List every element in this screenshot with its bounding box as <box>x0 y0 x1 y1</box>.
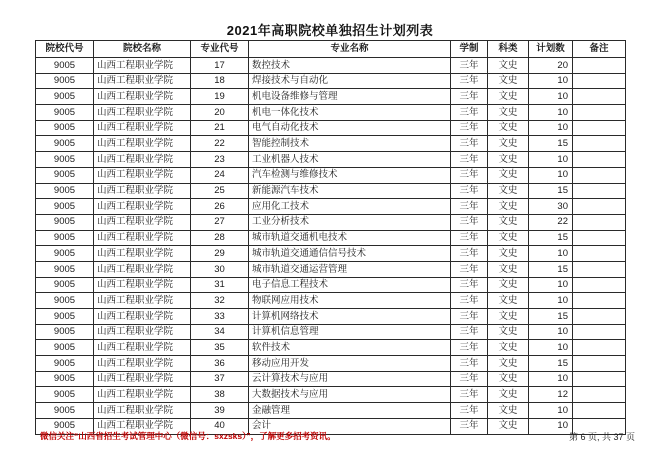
table-cell <box>573 356 626 372</box>
table-cell: 10 <box>529 340 573 356</box>
table-cell: 三年 <box>451 167 488 183</box>
table-cell: 12 <box>529 387 573 403</box>
table-cell: 9005 <box>36 356 94 372</box>
table-cell: 36 <box>191 356 249 372</box>
table-cell <box>573 277 626 293</box>
table-cell: 山西工程职业学院 <box>94 58 191 74</box>
table-cell: 34 <box>191 324 249 340</box>
header-major-name: 专业名称 <box>249 41 451 58</box>
table-row <box>36 58 626 74</box>
header-remarks: 备注 <box>573 41 626 58</box>
table-cell <box>573 183 626 199</box>
table-cell: 城市轨道交通机电技术 <box>249 230 451 246</box>
table-cell: 15 <box>529 356 573 372</box>
table-cell: 三年 <box>451 152 488 168</box>
table-row <box>36 105 626 121</box>
table-cell: 山西工程职业学院 <box>94 340 191 356</box>
table-cell: 10 <box>529 73 573 89</box>
table-cell: 10 <box>529 152 573 168</box>
table-cell: 26 <box>191 199 249 215</box>
table-cell: 山西工程职业学院 <box>94 387 191 403</box>
table-cell: 10 <box>529 418 573 434</box>
table-cell: 9005 <box>36 73 94 89</box>
table-cell: 计算机信息管理 <box>249 324 451 340</box>
table-cell: 32 <box>191 293 249 309</box>
table-cell <box>573 58 626 74</box>
table-cell: 文史 <box>488 120 529 136</box>
table-cell: 15 <box>529 136 573 152</box>
table-cell: 山西工程职业学院 <box>94 120 191 136</box>
enrollment-plan-table <box>35 40 626 435</box>
table-cell: 10 <box>529 324 573 340</box>
table-cell: 31 <box>191 277 249 293</box>
table-cell: 30 <box>529 199 573 215</box>
table-cell <box>573 167 626 183</box>
table-cell <box>573 293 626 309</box>
table-cell: 三年 <box>451 356 488 372</box>
table-cell: 三年 <box>451 89 488 105</box>
table-row <box>36 277 626 293</box>
table-cell: 焊接技术与自动化 <box>249 73 451 89</box>
table-cell: 9005 <box>36 371 94 387</box>
table-cell: 山西工程职业学院 <box>94 214 191 230</box>
table-cell: 山西工程职业学院 <box>94 309 191 325</box>
table-cell: 19 <box>191 89 249 105</box>
table-cell: 文史 <box>488 340 529 356</box>
wechat-notice-footer: 微信关注“山西省招生考试管理中心（微信号：sxzsks）”，了解更多招考资讯。 <box>40 431 336 441</box>
table-cell: 物联网应用技术 <box>249 293 451 309</box>
table-cell <box>573 89 626 105</box>
header-duration: 学制 <box>451 41 488 58</box>
table-cell: 10 <box>529 293 573 309</box>
header-college-name: 院校名称 <box>94 41 191 58</box>
table-cell: 城市轨道交通通信信号技术 <box>249 246 451 262</box>
table-cell: 山西工程职业学院 <box>94 261 191 277</box>
table-cell: 39 <box>191 403 249 419</box>
table-cell: 9005 <box>36 418 94 434</box>
table-cell: 机电设备维修与管理 <box>249 89 451 105</box>
table-cell: 山西工程职业学院 <box>94 167 191 183</box>
table-cell: 新能源汽车技术 <box>249 183 451 199</box>
table-row <box>36 340 626 356</box>
table-cell: 汽车检测与维修技术 <box>249 167 451 183</box>
table-cell: 山西工程职业学院 <box>94 418 191 434</box>
table-cell <box>573 120 626 136</box>
table-cell <box>573 261 626 277</box>
table-cell: 15 <box>529 230 573 246</box>
table-cell: 山西工程职业学院 <box>94 324 191 340</box>
table-cell: 应用化工技术 <box>249 199 451 215</box>
table-cell: 27 <box>191 214 249 230</box>
table-header-row <box>36 41 626 58</box>
table-cell: 10 <box>529 120 573 136</box>
table-cell: 38 <box>191 387 249 403</box>
table-cell: 三年 <box>451 293 488 309</box>
table-cell: 文史 <box>488 105 529 121</box>
table-cell: 29 <box>191 246 249 262</box>
header-subject-category: 科类 <box>488 41 529 58</box>
table-cell: 9005 <box>36 136 94 152</box>
table-row <box>36 120 626 136</box>
table-cell: 9005 <box>36 261 94 277</box>
table-cell: 金融管理 <box>249 403 451 419</box>
page-title: 2021年高职院校单独招生计划列表 <box>226 23 434 38</box>
table-cell: 数控技术 <box>249 58 451 74</box>
table-cell: 22 <box>529 214 573 230</box>
table-cell: 20 <box>529 58 573 74</box>
table-cell: 工业分析技术 <box>249 214 451 230</box>
table-cell: 文史 <box>488 167 529 183</box>
table-cell <box>573 324 626 340</box>
table-cell <box>573 73 626 89</box>
table-row <box>36 214 626 230</box>
table-cell: 9005 <box>36 324 94 340</box>
table-cell: 文史 <box>488 387 529 403</box>
table-cell: 9005 <box>36 58 94 74</box>
table-cell: 山西工程职业学院 <box>94 105 191 121</box>
table-cell <box>573 199 626 215</box>
table-cell: 25 <box>191 183 249 199</box>
table-row <box>36 246 626 262</box>
table-cell <box>573 387 626 403</box>
table-cell: 三年 <box>451 340 488 356</box>
table-cell: 移动应用开发 <box>249 356 451 372</box>
table-cell <box>573 340 626 356</box>
table-cell: 文史 <box>488 309 529 325</box>
table-cell: 9005 <box>36 152 94 168</box>
table-cell: 山西工程职业学院 <box>94 183 191 199</box>
table-cell: 三年 <box>451 371 488 387</box>
table-cell: 山西工程职业学院 <box>94 403 191 419</box>
table-row <box>36 183 626 199</box>
table-cell <box>573 136 626 152</box>
table-cell: 21 <box>191 120 249 136</box>
table-cell: 9005 <box>36 105 94 121</box>
table-cell: 30 <box>191 261 249 277</box>
table-cell: 山西工程职业学院 <box>94 277 191 293</box>
table-cell: 15 <box>529 183 573 199</box>
table-cell: 文史 <box>488 152 529 168</box>
table-cell: 9005 <box>36 403 94 419</box>
table-cell: 15 <box>529 261 573 277</box>
table-cell: 24 <box>191 167 249 183</box>
table-cell: 文史 <box>488 89 529 105</box>
table-cell: 三年 <box>451 230 488 246</box>
table-cell: 山西工程职业学院 <box>94 199 191 215</box>
table-cell: 40 <box>191 418 249 434</box>
table-cell <box>573 152 626 168</box>
table-cell: 文史 <box>488 324 529 340</box>
table-cell: 文史 <box>488 418 529 434</box>
table-cell: 文史 <box>488 371 529 387</box>
table-cell: 9005 <box>36 167 94 183</box>
table-cell: 9005 <box>36 120 94 136</box>
table-cell <box>573 246 626 262</box>
table-cell: 山西工程职业学院 <box>94 371 191 387</box>
table-cell: 9005 <box>36 340 94 356</box>
header-major-code: 专业代号 <box>191 41 249 58</box>
table-cell: 山西工程职业学院 <box>94 246 191 262</box>
table-cell: 9005 <box>36 183 94 199</box>
table-cell: 文史 <box>488 403 529 419</box>
table-row <box>36 371 626 387</box>
table-cell: 10 <box>529 277 573 293</box>
header-plan-count: 计划数 <box>529 41 573 58</box>
table-row <box>36 293 626 309</box>
table-cell: 10 <box>529 403 573 419</box>
table-cell: 15 <box>529 309 573 325</box>
table-cell: 山西工程职业学院 <box>94 152 191 168</box>
table-cell: 山西工程职业学院 <box>94 136 191 152</box>
table-cell: 三年 <box>451 261 488 277</box>
table-cell <box>573 309 626 325</box>
table-cell: 9005 <box>36 199 94 215</box>
table-cell <box>573 230 626 246</box>
table-cell: 三年 <box>451 309 488 325</box>
table-cell: 20 <box>191 105 249 121</box>
table-cell: 9005 <box>36 246 94 262</box>
table-cell: 城市轨道交通运营管理 <box>249 261 451 277</box>
table-cell: 10 <box>529 167 573 183</box>
table-row <box>36 167 626 183</box>
table-cell: 9005 <box>36 293 94 309</box>
table-cell: 18 <box>191 73 249 89</box>
table-row <box>36 387 626 403</box>
table-cell: 电子信息工程技术 <box>249 277 451 293</box>
page-number: 第 6 页, 共 37 页 <box>568 432 635 442</box>
table-cell <box>573 371 626 387</box>
table-cell: 三年 <box>451 73 488 89</box>
table-cell: 28 <box>191 230 249 246</box>
table-row <box>36 403 626 419</box>
table-cell: 9005 <box>36 387 94 403</box>
table-cell: 三年 <box>451 58 488 74</box>
table-cell: 9005 <box>36 89 94 105</box>
table-cell: 三年 <box>451 324 488 340</box>
table-cell: 10 <box>529 89 573 105</box>
table-cell: 工业机器人技术 <box>249 152 451 168</box>
table-cell: 文史 <box>488 136 529 152</box>
table-row <box>36 309 626 325</box>
table-cell: 文史 <box>488 277 529 293</box>
table-cell: 电气自动化技术 <box>249 120 451 136</box>
table-cell: 三年 <box>451 277 488 293</box>
table-cell: 计算机网络技术 <box>249 309 451 325</box>
table-cell: 大数据技术与应用 <box>249 387 451 403</box>
table-cell: 会计 <box>249 418 451 434</box>
table-row <box>36 136 626 152</box>
table-row <box>36 152 626 168</box>
table-row <box>36 324 626 340</box>
table-cell: 17 <box>191 58 249 74</box>
table-cell: 文史 <box>488 261 529 277</box>
table-cell: 10 <box>529 371 573 387</box>
table-cell: 山西工程职业学院 <box>94 356 191 372</box>
table-row <box>36 356 626 372</box>
table-cell: 文史 <box>488 356 529 372</box>
table-cell: 三年 <box>451 214 488 230</box>
table-cell: 文史 <box>488 199 529 215</box>
table-cell: 文史 <box>488 73 529 89</box>
table-cell: 文史 <box>488 183 529 199</box>
table-cell: 文史 <box>488 246 529 262</box>
table-cell: 9005 <box>36 214 94 230</box>
table-row <box>36 199 626 215</box>
table-cell <box>573 403 626 419</box>
table-cell: 山西工程职业学院 <box>94 89 191 105</box>
table-cell: 文史 <box>488 293 529 309</box>
table-cell: 软件技术 <box>249 340 451 356</box>
table-cell: 三年 <box>451 246 488 262</box>
table-cell: 37 <box>191 371 249 387</box>
table-cell: 三年 <box>451 136 488 152</box>
table-cell: 10 <box>529 246 573 262</box>
table-cell: 9005 <box>36 309 94 325</box>
table-cell <box>573 214 626 230</box>
table-cell: 23 <box>191 152 249 168</box>
table-cell: 三年 <box>451 418 488 434</box>
table-cell: 机电一体化技术 <box>249 105 451 121</box>
table-cell: 22 <box>191 136 249 152</box>
table-cell: 33 <box>191 309 249 325</box>
table-cell: 文史 <box>488 214 529 230</box>
table-cell: 10 <box>529 105 573 121</box>
table-cell: 三年 <box>451 387 488 403</box>
table-cell <box>573 105 626 121</box>
table-row <box>36 261 626 277</box>
table-cell: 山西工程职业学院 <box>94 230 191 246</box>
table-cell: 三年 <box>451 199 488 215</box>
table-cell: 山西工程职业学院 <box>94 293 191 309</box>
table-cell: 文史 <box>488 58 529 74</box>
table-cell: 三年 <box>451 183 488 199</box>
table-cell: 山西工程职业学院 <box>94 73 191 89</box>
table-row <box>36 230 626 246</box>
header-college-code: 院校代号 <box>36 41 94 58</box>
table-cell: 三年 <box>451 120 488 136</box>
table-cell: 三年 <box>451 403 488 419</box>
table-row <box>36 89 626 105</box>
table-cell: 9005 <box>36 277 94 293</box>
table-cell: 9005 <box>36 230 94 246</box>
table-cell: 三年 <box>451 105 488 121</box>
table-cell: 35 <box>191 340 249 356</box>
table-cell: 智能控制技术 <box>249 136 451 152</box>
table-cell: 文史 <box>488 230 529 246</box>
table-cell: 云计算技术与应用 <box>249 371 451 387</box>
table-row <box>36 73 626 89</box>
table-body <box>36 58 626 435</box>
